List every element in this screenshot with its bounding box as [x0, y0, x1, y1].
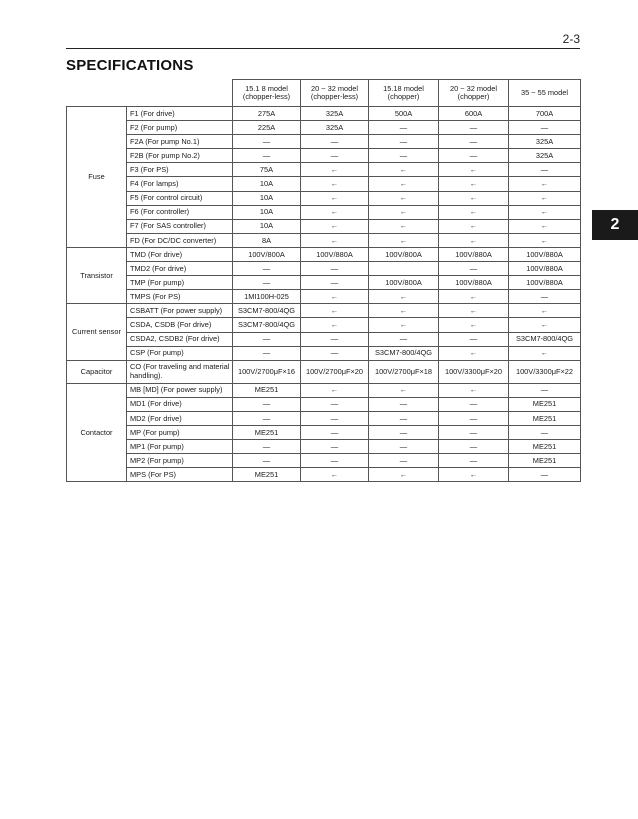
item-label: F2B (For pump No.2)	[127, 149, 233, 163]
spec-value-cell: ←	[301, 383, 369, 397]
spec-value-cell: ←	[509, 191, 581, 205]
spec-value-cell: ←	[439, 383, 509, 397]
item-label: MD2 (For drive)	[127, 411, 233, 425]
spec-value-cell: ←	[509, 219, 581, 233]
table-row	[67, 440, 581, 454]
spec-value-cell: 225A	[233, 121, 301, 135]
item-label: F7 (For SAS controller)	[127, 219, 233, 233]
table-row	[67, 332, 581, 346]
table-row	[67, 318, 581, 332]
spec-value-cell: ←	[439, 219, 509, 233]
item-label: CO (For traveling and material handling).	[127, 360, 233, 383]
item-label: CSBATT (For power supply)	[127, 304, 233, 318]
spec-value-cell: ←	[301, 177, 369, 191]
spec-value-cell: —	[439, 440, 509, 454]
spec-value-cell: ←	[369, 163, 439, 177]
table-body	[67, 107, 581, 482]
spec-value-cell: ←	[439, 177, 509, 191]
group-label: Current sensor	[67, 304, 127, 360]
item-label: F1 (For drive)	[127, 107, 233, 121]
spec-value-cell: 100V/3300μF×20	[439, 360, 509, 383]
group-label: Fuse	[67, 107, 127, 248]
spec-value-cell: 10A	[233, 177, 301, 191]
item-label: F6 (For controller)	[127, 205, 233, 219]
spec-value-cell: ME251	[233, 425, 301, 439]
table-row	[67, 290, 581, 304]
spec-value-cell: —	[233, 276, 301, 290]
spec-value-cell: —	[369, 425, 439, 439]
spec-value-cell: ←	[369, 177, 439, 191]
spec-value-cell: 600A	[439, 107, 509, 121]
spec-value-cell: ←	[509, 346, 581, 360]
spec-value-cell: ←	[301, 191, 369, 205]
spec-value-cell: —	[233, 411, 301, 425]
spec-value-cell: ←	[369, 383, 439, 397]
table-row	[67, 135, 581, 149]
spec-value-cell: ←	[369, 233, 439, 247]
spec-value-cell: ←	[439, 304, 509, 318]
spec-value-cell: —	[301, 276, 369, 290]
spec-value-cell: 10A	[233, 205, 301, 219]
spec-value-cell: 100V/3300μF×22	[509, 360, 581, 383]
spec-value-cell: 100V/880A	[509, 276, 581, 290]
spec-value-cell: ←	[301, 163, 369, 177]
group-label: Transistor	[67, 247, 127, 303]
spec-value-cell: —	[439, 121, 509, 135]
spec-value-cell: —	[439, 149, 509, 163]
spec-value-cell: 10A	[233, 219, 301, 233]
spec-value-cell: —	[301, 397, 369, 411]
spec-value-cell: —	[439, 425, 509, 439]
item-label: F5 (For control circuit)	[127, 191, 233, 205]
item-label: F2 (For pump)	[127, 121, 233, 135]
item-label: CSDA, CSDB (For drive)	[127, 318, 233, 332]
item-label: F4 (For lamps)	[127, 177, 233, 191]
table-row	[67, 411, 581, 425]
spec-value-cell: —	[301, 425, 369, 439]
spec-value-cell: 75A	[233, 163, 301, 177]
spec-value-cell: ME251	[509, 397, 581, 411]
spec-value-cell: —	[439, 454, 509, 468]
spec-value-cell: 700A	[509, 107, 581, 121]
spec-value-cell: ME251	[233, 468, 301, 482]
spec-value-cell: —	[509, 121, 581, 135]
item-label: F3 (For PS)	[127, 163, 233, 177]
item-label: TMPS (For PS)	[127, 290, 233, 304]
spec-value-cell: ME251	[509, 440, 581, 454]
table-row	[67, 468, 581, 482]
item-label: MP (For pump)	[127, 425, 233, 439]
spec-value-cell: ←	[301, 468, 369, 482]
spec-value-cell: —	[233, 346, 301, 360]
table-row	[67, 454, 581, 468]
spec-value-cell: 100V/2700μF×16	[233, 360, 301, 383]
spec-value-cell: 325A	[509, 149, 581, 163]
spec-value-cell: —	[509, 290, 581, 304]
spec-value-cell: ←	[509, 205, 581, 219]
spec-value-cell: —	[369, 121, 439, 135]
spec-value-cell: 100V/2700μF×20	[301, 360, 369, 383]
item-label: F2A (For pump No.1)	[127, 135, 233, 149]
spec-value-cell: 100V/800A	[233, 247, 301, 261]
column-header: 20 ~ 32 model (chopper)	[439, 80, 509, 107]
table-row	[67, 397, 581, 411]
spec-value-cell: 325A	[509, 135, 581, 149]
spec-value-cell	[369, 262, 439, 276]
column-header: 15.18 model (chopper)	[369, 80, 439, 107]
item-label: MP1 (For pump)	[127, 440, 233, 454]
spec-value-cell: —	[439, 397, 509, 411]
spec-value-cell: 100V/800A	[369, 247, 439, 261]
spec-value-cell: —	[301, 135, 369, 149]
spec-value-cell: ←	[369, 318, 439, 332]
spec-value-cell: ←	[301, 219, 369, 233]
table-row	[67, 247, 581, 261]
spec-value-cell: 325A	[301, 107, 369, 121]
table-row	[67, 233, 581, 247]
page-number: 2-3	[562, 32, 580, 46]
spec-value-cell: 100V/880A	[509, 262, 581, 276]
spec-value-cell: ←	[439, 191, 509, 205]
item-label: CSDA2, CSDB2 (For drive)	[127, 332, 233, 346]
spec-value-cell: —	[369, 440, 439, 454]
item-label: FD (For DC/DC converter)	[127, 233, 233, 247]
spec-value-cell: —	[233, 135, 301, 149]
table-row	[67, 360, 581, 383]
spec-value-cell: ←	[369, 304, 439, 318]
item-label: MB [MD] (For power supply)	[127, 383, 233, 397]
spec-value-cell: —	[301, 411, 369, 425]
spec-value-cell: —	[301, 149, 369, 163]
spec-value-cell: ←	[439, 468, 509, 482]
spec-value-cell: ←	[509, 318, 581, 332]
item-label: CSP (For pump)	[127, 346, 233, 360]
item-label: TMD (For drive)	[127, 247, 233, 261]
table-row	[67, 346, 581, 360]
page-title: SPECIFICATIONS	[66, 57, 194, 74]
spec-value-cell: —	[233, 454, 301, 468]
item-label: MP2 (For pump)	[127, 454, 233, 468]
column-header: 35 ~ 55 model	[509, 80, 581, 107]
table-row	[67, 177, 581, 191]
table-row	[67, 276, 581, 290]
specifications-table	[66, 79, 581, 482]
spec-value-cell: ←	[369, 191, 439, 205]
group-label: Capacitor	[67, 360, 127, 383]
spec-value-cell: ME251	[509, 411, 581, 425]
spec-value-cell: 500A	[369, 107, 439, 121]
item-label: MD1 (For drive)	[127, 397, 233, 411]
spec-value-cell: —	[233, 397, 301, 411]
item-label: TMD2 (For drive)	[127, 262, 233, 276]
spec-value-cell: S3CM7-800/4QG	[233, 304, 301, 318]
spec-value-cell: —	[369, 149, 439, 163]
spec-value-cell: ME251	[509, 454, 581, 468]
spec-value-cell: —	[509, 163, 581, 177]
spec-value-cell: ←	[439, 205, 509, 219]
spec-value-cell: —	[439, 262, 509, 276]
table-row	[67, 219, 581, 233]
spec-value-cell: —	[233, 332, 301, 346]
spec-value-cell: ←	[439, 318, 509, 332]
table-row	[67, 191, 581, 205]
spec-value-cell: 325A	[301, 121, 369, 135]
spec-value-cell: ←	[439, 233, 509, 247]
column-header: 15.1 8 model (chopper-less)	[233, 80, 301, 107]
spec-value-cell: ME251	[233, 383, 301, 397]
spec-value-cell: —	[301, 454, 369, 468]
spec-value-cell: 8A	[233, 233, 301, 247]
spec-value-cell: S3CM7-800/4QG	[369, 346, 439, 360]
spec-value-cell: 100V/880A	[301, 247, 369, 261]
spec-value-cell: —	[301, 332, 369, 346]
spec-value-cell: —	[233, 149, 301, 163]
spec-value-cell: ←	[369, 468, 439, 482]
spec-value-cell: ←	[509, 177, 581, 191]
spec-value-cell: 1MI100H-025	[233, 290, 301, 304]
spec-value-cell: ←	[369, 205, 439, 219]
spec-value-cell: —	[439, 135, 509, 149]
spec-value-cell: —	[509, 425, 581, 439]
spec-value-cell: —	[301, 440, 369, 454]
spec-value-cell: 275A	[233, 107, 301, 121]
header-rule	[66, 48, 580, 49]
table-row	[67, 304, 581, 318]
spec-value-cell: —	[301, 262, 369, 276]
table-row	[67, 163, 581, 177]
group-label: Contactor	[67, 383, 127, 482]
spec-value-cell: ←	[439, 346, 509, 360]
spec-value-cell: 100V/880A	[439, 247, 509, 261]
spec-value-cell: —	[301, 346, 369, 360]
spec-value-cell: 100V/880A	[439, 276, 509, 290]
spec-value-cell: ←	[301, 205, 369, 219]
item-label: TMP (For pump)	[127, 276, 233, 290]
table-row	[67, 107, 581, 121]
spec-value-cell: 100V/800A	[369, 276, 439, 290]
spec-value-cell: —	[369, 411, 439, 425]
spec-value-cell: —	[509, 468, 581, 482]
chapter-tab: 2	[592, 210, 638, 240]
spec-value-cell: ←	[509, 304, 581, 318]
spec-value-cell: ←	[439, 163, 509, 177]
spec-value-cell: —	[369, 454, 439, 468]
spec-value-cell: —	[369, 332, 439, 346]
spec-value-cell: ←	[509, 233, 581, 247]
spec-value-cell: ←	[301, 304, 369, 318]
spec-value-cell: 10A	[233, 191, 301, 205]
spec-value-cell: S3CM7-800/4QG	[509, 332, 581, 346]
spec-value-cell: ←	[301, 233, 369, 247]
spec-value-cell: ←	[369, 219, 439, 233]
spec-value-cell: —	[509, 383, 581, 397]
spec-value-cell: —	[233, 440, 301, 454]
spec-value-cell: ←	[369, 290, 439, 304]
item-label: MPS (For PS)	[127, 468, 233, 482]
spec-value-cell: 100V/880A	[509, 247, 581, 261]
spec-value-cell: —	[233, 262, 301, 276]
spec-value-cell: S3CM7-800/4QG	[233, 318, 301, 332]
spec-value-cell: —	[439, 332, 509, 346]
spec-value-cell: 100V/2700μF×18	[369, 360, 439, 383]
spec-value-cell: —	[439, 411, 509, 425]
spec-value-cell: —	[369, 135, 439, 149]
header-blank-cell	[67, 80, 233, 107]
table-row	[67, 121, 581, 135]
spec-value-cell: ←	[439, 290, 509, 304]
spec-value-cell: —	[369, 397, 439, 411]
table-row	[67, 149, 581, 163]
spec-value-cell: ←	[301, 318, 369, 332]
table-row	[67, 383, 581, 397]
column-header: 20 ~ 32 model (chopper-less)	[301, 80, 369, 107]
header-row	[67, 80, 581, 107]
table-row	[67, 425, 581, 439]
spec-value-cell: ←	[301, 290, 369, 304]
table-row	[67, 262, 581, 276]
table-row	[67, 205, 581, 219]
